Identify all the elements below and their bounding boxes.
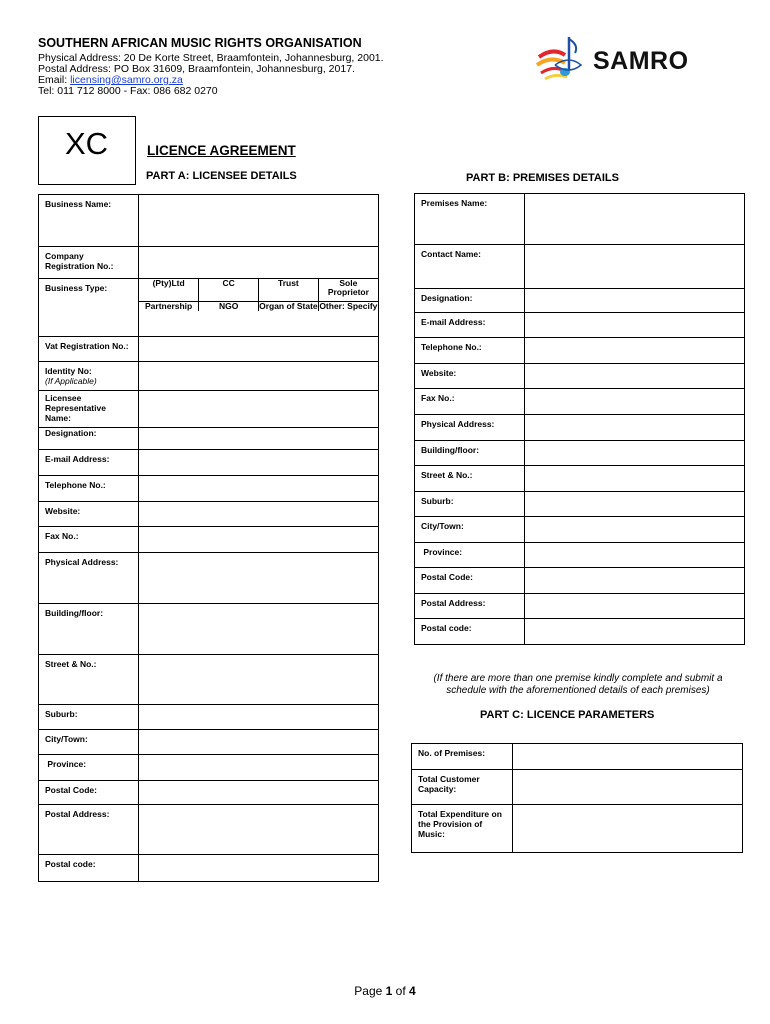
b-postal-address-field[interactable] xyxy=(525,594,745,619)
province-field[interactable] xyxy=(139,755,379,781)
b-fax-field[interactable] xyxy=(525,389,745,415)
part-b-heading: PART B: PREMISES DETAILS xyxy=(466,172,619,184)
website-field[interactable] xyxy=(139,502,379,527)
label-expenditure: Total Expenditure on the Provision of Music: xyxy=(412,805,513,853)
city-field[interactable] xyxy=(139,730,379,755)
logo-text: SAMRO xyxy=(593,47,689,75)
b-physical-address-field[interactable] xyxy=(525,415,745,441)
label-postal-address: Postal Address: xyxy=(39,805,139,855)
premises-name-field[interactable] xyxy=(525,194,745,245)
label-suburb: Suburb: xyxy=(39,705,139,730)
type-option[interactable]: Partnership xyxy=(139,301,199,311)
postal-code-2-field[interactable] xyxy=(139,855,379,882)
label-province: Province: xyxy=(39,755,139,781)
label-fax: Fax No.: xyxy=(39,527,139,553)
label-company-reg: Company Registration No.: xyxy=(39,247,139,279)
postal-address-field[interactable] xyxy=(139,805,379,855)
contact-name-field[interactable] xyxy=(525,245,745,289)
label-postal-code: Postal Code: xyxy=(39,781,139,805)
suburb-field[interactable] xyxy=(139,705,379,730)
b-province-field[interactable] xyxy=(525,543,745,568)
b-telephone-field[interactable] xyxy=(525,338,745,364)
samro-logo-icon xyxy=(535,35,595,85)
type-option[interactable]: Sole Proprietor xyxy=(318,279,378,301)
samro-logo xyxy=(535,35,740,83)
page-number: 1 xyxy=(385,984,393,998)
label-b-postal-code-2: Postal code: xyxy=(415,619,525,645)
tel-fax: Tel: 011 712 8000 - Fax: 086 682 0270 xyxy=(38,85,218,97)
part-a-table xyxy=(38,194,379,882)
label-building: Building/floor: xyxy=(39,604,139,655)
label-email: E-mail Address: xyxy=(39,450,139,476)
label-b-city: City/Town: xyxy=(415,517,525,543)
postal-code-field[interactable] xyxy=(139,781,379,805)
label-identity xyxy=(39,362,139,391)
page-word: Page xyxy=(354,984,386,998)
label-b-physical-address: Physical Address: xyxy=(415,415,525,441)
label-physical-address: Physical Address: xyxy=(39,553,139,604)
street-field[interactable] xyxy=(139,655,379,705)
b-city-field[interactable] xyxy=(525,517,745,543)
label-b-website: Website: xyxy=(415,364,525,389)
label-capacity: Total Customer Capacity: xyxy=(412,770,513,805)
b-street-field[interactable] xyxy=(525,466,745,492)
label-business-type: Business Type: xyxy=(39,279,139,337)
label-b-postal-address: Postal Address: xyxy=(415,594,525,619)
label-b-fax: Fax No.: xyxy=(415,389,525,415)
label-b-telephone: Telephone No.: xyxy=(415,338,525,364)
label-designation: Designation: xyxy=(39,428,139,450)
label-contact-name: Contact Name: xyxy=(415,245,525,289)
label-website: Website: xyxy=(39,502,139,527)
type-option[interactable]: Other: Specify xyxy=(319,300,378,311)
expenditure-field[interactable] xyxy=(513,805,743,853)
num-premises-field[interactable] xyxy=(513,744,743,770)
identity-note: (If Applicable) xyxy=(45,376,97,386)
company-reg-field[interactable] xyxy=(139,247,379,279)
of-word: of xyxy=(392,984,410,998)
physical-address: Physical Address: 20 De Korte Street, Braamfontein, Johannesburg, 2001. xyxy=(38,52,384,64)
label-b-building: Building/floor: xyxy=(415,441,525,466)
part-b-table xyxy=(414,193,745,645)
page-total: 4 xyxy=(409,984,416,998)
label-b-email: E-mail Address: xyxy=(415,313,525,338)
business-name-field[interactable] xyxy=(139,195,379,247)
b-email-field[interactable] xyxy=(525,313,745,338)
label-b-street: Street & No.: xyxy=(415,466,525,492)
premises-note: (If there are more than one premise kindly complete and submit a schedule with the aforementioned details of each premises) xyxy=(433,673,723,696)
part-a-heading: PART A: LICENSEE DETAILS xyxy=(146,170,297,182)
b-designation-field[interactable] xyxy=(525,289,745,313)
xc-code-box xyxy=(38,116,136,185)
label-rep-name: Licensee Representative Name: xyxy=(39,391,139,428)
xc-code: XC xyxy=(65,126,109,161)
label-telephone: Telephone No.: xyxy=(39,476,139,502)
fax-field[interactable] xyxy=(139,527,379,553)
email-label: Email: xyxy=(38,74,71,86)
designation-field[interactable] xyxy=(139,428,379,450)
type-option[interactable]: Organ of State xyxy=(259,300,318,311)
building-field[interactable] xyxy=(139,604,379,655)
page-indicator xyxy=(0,984,770,998)
type-option[interactable]: NGO xyxy=(199,301,259,311)
label-num-premises: No. of Premises: xyxy=(412,744,513,770)
label-vat: Vat Registration No.: xyxy=(39,337,139,362)
label-street: Street & No.: xyxy=(39,655,139,705)
label-b-designation: Designation: xyxy=(415,289,525,313)
physical-address-field[interactable] xyxy=(139,553,379,604)
b-postal-code-field[interactable] xyxy=(525,568,745,594)
label-premises-name: Premises Name: xyxy=(415,194,525,245)
b-suburb-field[interactable] xyxy=(525,492,745,517)
b-website-field[interactable] xyxy=(525,364,745,389)
part-c-heading: PART C: LICENCE PARAMETERS xyxy=(480,709,655,721)
telephone-field[interactable] xyxy=(139,476,379,502)
label-business-name: Business Name: xyxy=(39,195,139,247)
label-city: City/Town: xyxy=(39,730,139,755)
b-building-field[interactable] xyxy=(525,441,745,466)
label-b-province: Province: xyxy=(415,543,525,568)
type-option[interactable]: CC xyxy=(199,279,259,301)
identity-field[interactable] xyxy=(139,362,379,391)
business-type-grid xyxy=(139,279,379,337)
type-option[interactable]: (Pty)Ltd xyxy=(152,278,185,288)
b-postal-code-2-field[interactable] xyxy=(525,619,745,645)
email-link[interactable]: licensing@samro.org.za xyxy=(70,74,183,86)
org-name: SOUTHERN AFRICAN MUSIC RIGHTS ORGANISATION xyxy=(38,36,362,50)
label-postal-code-2: Postal code: xyxy=(39,855,139,882)
label-b-postal-code: Postal Code: xyxy=(415,568,525,594)
vat-field[interactable] xyxy=(139,337,379,362)
capacity-field[interactable] xyxy=(513,770,743,805)
licence-title: LICENCE AGREEMENT xyxy=(147,143,296,158)
email-field[interactable] xyxy=(139,450,379,476)
rep-name-field[interactable] xyxy=(139,391,379,428)
label-b-suburb: Suburb: xyxy=(415,492,525,517)
part-c-table xyxy=(411,743,743,853)
identity-label: Identity No: xyxy=(45,366,92,376)
type-option[interactable]: Trust xyxy=(259,279,319,301)
postal-address: Postal Address: PO Box 31609, Braamfontein, Johannesburg, 2017. xyxy=(38,63,355,75)
